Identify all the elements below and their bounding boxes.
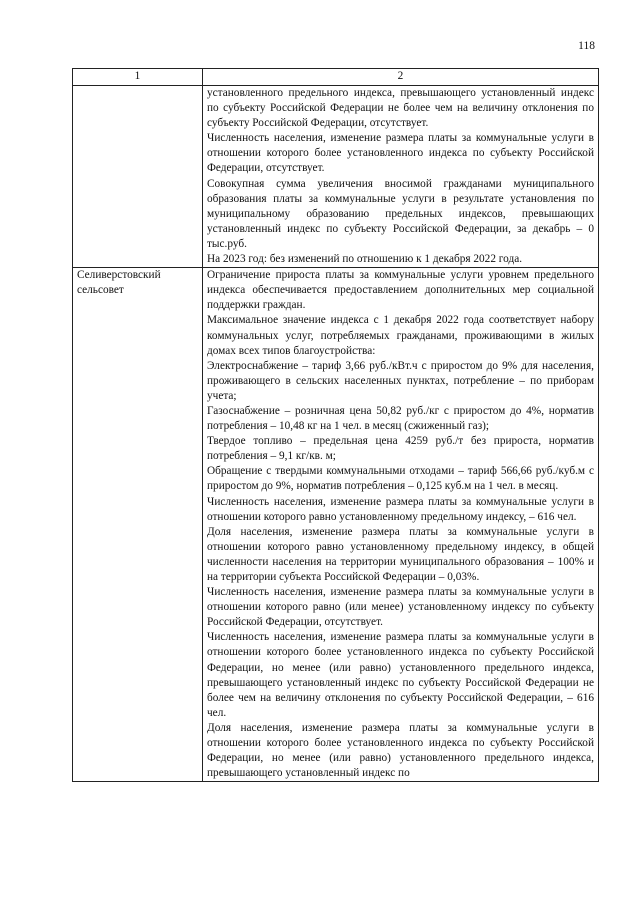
column-header-2: 2 [203, 69, 599, 86]
description-cell [203, 268, 599, 782]
column-header-1: 1 [73, 69, 203, 86]
paragraph: Совокупная сумма увеличения вносимой гражданами муниципального образования платы за коммунальные услуги в результате установления по муниципальному образованию предельных индексов, превышающих установленный индекс по субъекту Российской Федерации, за декабрь – 0 тыс.руб. [207, 177, 594, 250]
page-number: 118 [578, 40, 595, 52]
entity-name: Селиверстовский сельсовет [77, 269, 161, 297]
paragraph: Максимальное значение индекса с 1 декабря 2022 года соответствует набору коммунальных услуг, потребляемых гражданами, проживающими в жилых домах всех типов благоустройства: [207, 314, 594, 357]
paragraph: установленного предельного индекса, превышающего установленный индекс по субъекту Российской Федерации не более чем на величину отклонения по субъекту Российской Федерации, отсутствует. [207, 87, 594, 130]
description-cell [203, 86, 599, 268]
indices-table [72, 68, 599, 782]
paragraph: Газоснабжение – розничная цена 50,82 руб./кг с приростом до 4%, норматив потребления – 10,48 кг на 1 чел. в месяц (сжиженный газ); [207, 404, 594, 433]
paragraph: Доля населения, изменение размера платы за коммунальные услуги в отношении которого равно установленному предельному индексу, в общей численности населения на территории муниципального образования – 100% и на территории субъекта Российской Федерации – 0,03%. [207, 525, 594, 583]
table-row [73, 86, 599, 268]
table-header-row [73, 69, 599, 86]
paragraph: Численность населения, изменение размера платы за коммунальные услуги в отношении которого более установленного индекса по субъекту Российской Федерации, отсутствует. [207, 132, 594, 175]
paragraph: Доля населения, изменение размера платы за коммунальные услуги в отношении которого более установленного индекса по субъекту Российской Федерации, но менее (или равно) установленного предельного индекса, превышающего установленный индекс по [207, 721, 594, 780]
paragraph: Численность населения, изменение размера платы за коммунальные услуги в отношении которого равно установленному предельному индексу, – 616 чел. [207, 495, 594, 523]
paragraph: Электроснабжение – тариф 3,66 руб./кВт.ч с приростом до 9% для населения, проживающего в сельских населенных пунктах, потребление – по приборам учета; [207, 359, 594, 402]
entity-cell [73, 86, 203, 268]
paragraph: Численность населения, изменение размера платы за коммунальные услуги в отношении которого более установленного индекса по субъекту Российской Федерации, но менее (или равно) установленного предельного индекса, превышающего установленный индекс по субъекту Российской Федерации не более чем на величину отклонения по субъекту Российской Федерации, – 616 чел. [207, 631, 594, 719]
entity-cell [73, 268, 203, 782]
table-row [73, 268, 599, 782]
paragraph: Обращение с твердыми коммунальными отходами – тариф 566,66 руб./куб.м с приростом до 9%, норматив потребления – 0,125 куб.м на 1 чел. в месяц. [207, 465, 594, 493]
paragraph: На 2023 год: без изменений по отношению к 1 декабря 2022 года. [207, 253, 523, 266]
paragraph: Твердое топливо – предельная цена 4259 руб./т без прироста, норматив потребления – 9,1 кг/кв. м; [207, 435, 594, 463]
paragraph: Ограничение прироста платы за коммунальные услуги уровнем предельного индекса обеспечивается предоставлением дополнительных мер социальной поддержки граждан. [207, 269, 594, 312]
paragraph: Численность населения, изменение размера платы за коммунальные услуги в отношении которого равно (или менее) установленному индексу по субъекту Российской Федерации, отсутствует. [207, 586, 594, 629]
